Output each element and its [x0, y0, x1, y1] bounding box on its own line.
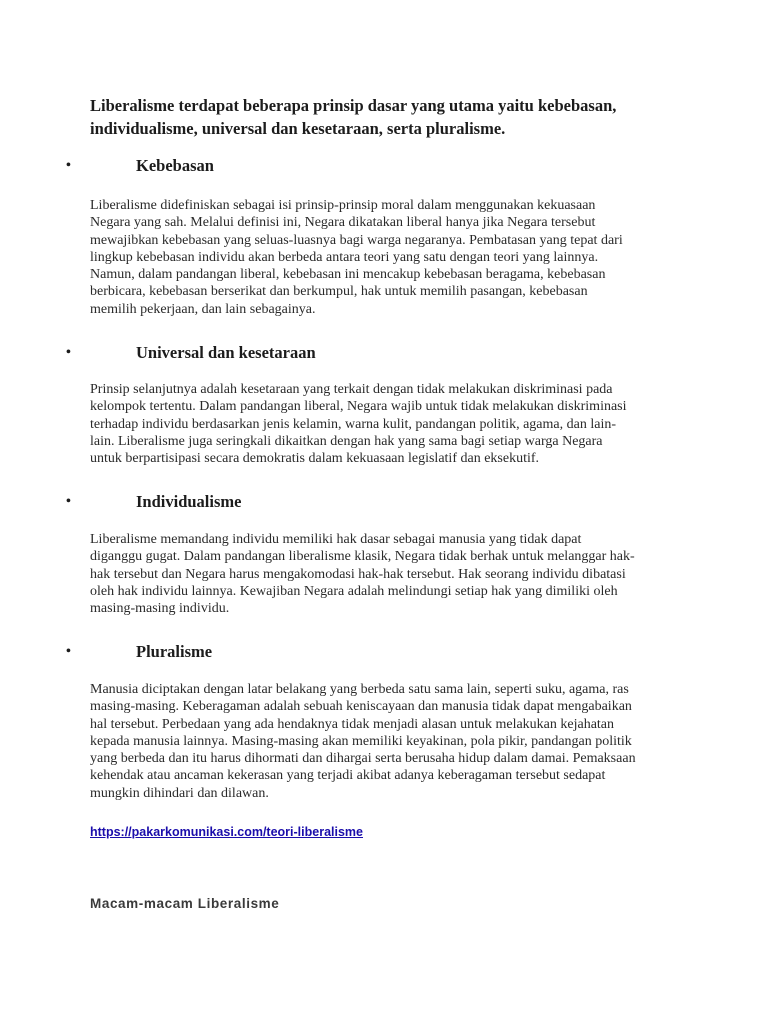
- section-paragraph-pluralisme: [90, 681, 680, 802]
- paragraph-line: mewajibkan kebebasan yang seluas-luasnya bagi warga negaranya. Pembatasan yang tepat dari: [90, 232, 623, 248]
- intro-line: individualisme, universal dan kesetaraan, serta pluralisme.: [90, 119, 506, 138]
- paragraph-line: untuk berpartisipasi secara demokratis dalam kekuasaan legislatif dan eksekutif.: [90, 451, 540, 467]
- bullet-icon: •: [66, 494, 71, 509]
- paragraph-line: lingkup kebebasan individu akan berbeda antara teori yang satu dengan teori yang lainnya.: [90, 249, 599, 265]
- paragraph-line: diganggu gugat. Dalam pandangan liberalisme klasik, Negara tidak berhak untuk melanggar hak-: [90, 549, 635, 565]
- paragraph-line: masing-masing individu.: [90, 601, 230, 617]
- paragraph-line: Prinsip selanjutnya adalah kesetaraan yang terkait dengan tidak melakukan diskriminasi pada: [90, 382, 613, 397]
- paragraph-line: yang berbeda dan itu harus dihormati dan dihargai serta berusaha hidup dalam damai. Pemaksaan: [90, 751, 636, 767]
- paragraph-line: Liberalisme memandang individu memiliki hak dasar sebagai manusia yang tidak dapat: [90, 532, 582, 547]
- intro-paragraph: [90, 94, 690, 140]
- bullet-icon: •: [66, 345, 71, 360]
- section-paragraph-individualisme: [90, 531, 680, 617]
- bullet-icon: •: [66, 644, 71, 659]
- paragraph-line: Liberalisme didefiniskan sebagai isi prinsip-prinsip moral dalam menggunakan kekuasaan: [90, 198, 596, 213]
- section-title: Pluralisme: [136, 642, 213, 661]
- paragraph-line: Namun, dalam pandangan liberal, kebebasan ini mencakup kebebasan beragama, kebebasan: [90, 267, 606, 283]
- paragraph-line: berbicara, kebebasan berserikat dan berkumpul, hak untuk memilih pasangan, kebebasan: [90, 284, 588, 300]
- paragraph-line: terhadap individu berdasarkan jenis kelamin, warna kulit, pandangan politik, agama, dan lain-: [90, 416, 616, 432]
- section-title: Individualisme: [136, 492, 242, 511]
- paragraph-line: kehendak atau ancaman kekerasan yang terjadi akibat adanya keberagaman tersebut sedapat: [90, 768, 606, 784]
- paragraph-line: hal tersebut. Perbedaan yang ada hendaknya tidak menjadi alasan untuk melakukan kejahatan: [90, 716, 615, 732]
- section-title: Kebebasan: [136, 156, 214, 175]
- bullet-icon: •: [66, 158, 71, 173]
- section-paragraph-kebebasan: [90, 197, 680, 318]
- intro-line: Liberalisme terdapat beberapa prinsip dasar yang utama yaitu kebebasan,: [90, 96, 617, 115]
- paragraph-line: masing-masing. Keberagaman adalah sebuah keniscayaan dan manusia tidak dapat mengabaikan: [90, 699, 632, 715]
- paragraph-line: kepada manusia lainnya. Masing-masing akan memiliki keyakinan, pola pikir, pandangan politik: [90, 733, 632, 749]
- section-paragraph-universal: [90, 381, 680, 467]
- paragraph-line: memilih pekerjaan, dan lain sebagainya.: [90, 301, 316, 317]
- paragraph-line: lain. Liberalisme juga seringkali dikaitkan dengan hak yang sama bagi setiap warga Negara: [90, 433, 603, 449]
- paragraph-line: kelompok tertentu. Dalam pandangan liberal, Negara wajib untuk tidak melakukan diskriminasi: [90, 399, 627, 415]
- section-title: Universal dan kesetaraan: [136, 343, 316, 362]
- source-link[interactable]: https://pakarkomunikasi.com/teori-liberalisme: [90, 825, 363, 839]
- paragraph-line: Manusia diciptakan dengan latar belakang yang berbeda satu sama lain, seperti suku, agama, ras: [90, 682, 629, 697]
- subheading-macam-macam: Macam-macam Liberalisme: [90, 896, 280, 911]
- paragraph-line: oleh hak individu lainnya. Kewajiban Negara adalah melindungi setiap hak yang dimiliki oleh: [90, 583, 618, 599]
- paragraph-line: mungkin dihindari dan dilawan.: [90, 785, 269, 801]
- paragraph-line: hak tersebut dan Negara harus mengakomodasi hak-hak tersebut. Hak seorang individu dibatasi: [90, 566, 626, 582]
- paragraph-line: Negara yang sah. Melalui definisi ini, Negara dikatakan liberal hanya jika Negara tersebut: [90, 215, 596, 231]
